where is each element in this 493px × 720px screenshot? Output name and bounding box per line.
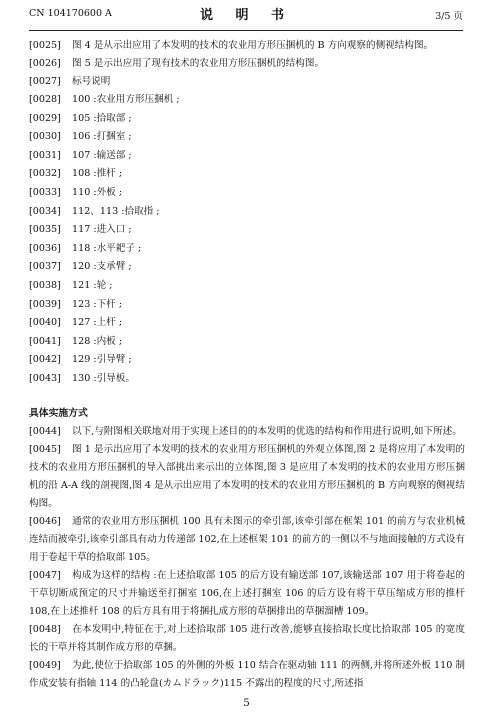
label-item — [29, 333, 465, 352]
paragraph-number: [0031] — [29, 149, 61, 161]
label-text: 123 :下杆 ; — [72, 298, 123, 310]
label-item — [29, 314, 465, 333]
paragraph-number: [0047] — [29, 569, 61, 581]
paragraph-number: [0029] — [29, 112, 61, 124]
label-text: 108 :推杆 ; — [72, 168, 123, 180]
paragraph-number: [0027] — [29, 76, 61, 87]
document-title: 说 明 书 — [199, 8, 294, 23]
label-text: 121 :轮 ; — [72, 279, 113, 291]
label-item — [29, 110, 465, 129]
paragraph-number: [0044] — [29, 425, 61, 437]
paragraph-number: [0028] — [29, 94, 61, 105]
page-number: 5 — [243, 698, 250, 709]
header-rule — [29, 30, 463, 31]
paragraph-text: 构成为这样的结构 :在上述拾取部 105 的后方设有输送部 107,该输送部 107 用于将卷起的干草切断成预定的尺寸并输送至打捆室 106,在上述打捆室 106 的后方设有将干草压缩成方形的推杆 108,在上述推杆 108 的后方具有用于将捆扎成方形的草捆排出的草捆溜槽 109。 — [29, 569, 465, 617]
paragraph-number: [0045] — [29, 443, 61, 455]
label-item — [29, 351, 465, 370]
patent-number: CN 104170600 A — [29, 8, 112, 19]
label-text: 112、113 :拾取指 ; — [72, 205, 160, 217]
label-item — [29, 296, 465, 315]
label-item — [29, 221, 465, 240]
paragraph-number: [0042] — [29, 354, 61, 366]
label-item — [29, 128, 465, 147]
label-item — [29, 240, 465, 259]
label-text: 129 :引导臂 ; — [72, 354, 132, 366]
label-item — [29, 184, 465, 203]
paragraph — [29, 441, 465, 513]
paragraph — [29, 37, 465, 55]
paragraph — [29, 423, 465, 441]
label-text: 110 :外板 ; — [72, 186, 123, 198]
label-item — [29, 258, 465, 277]
paragraph — [29, 55, 465, 73]
paragraph — [29, 657, 465, 693]
label-item — [29, 147, 465, 166]
label-text: 100 :农业用方形压捆机 ; — [72, 94, 180, 105]
label-text: 128 :内板 ; — [72, 335, 123, 347]
label-item — [29, 370, 465, 389]
label-item — [29, 91, 465, 110]
paragraph-text: 为此,使位于拾取部 105 的外侧的外板 110 结合在驱动轴 111 的两侧,并将所述外板 110 制作成安装有指轴 114 的凸轮盘(カムドラック)115 不露出的程度的尺寸,所述指 — [29, 659, 465, 689]
paragraph-number: [0046] — [29, 515, 61, 527]
paragraph-text: 图 5 是示出应用了现有技术的农业用方形压捆机的结构图。 — [72, 58, 325, 69]
paragraph-text: 通常的农业用方形压捆机 100 具有未图示的牵引部,该牵引部在框架 101 的前方与农业机械连结而被牵引,该牵引部具有动力传递部 102,在上述框架 101 的前方的一侧以不与地面接触的方式设有用于卷起干草的拾取部 105。 — [29, 515, 465, 563]
paragraph-number: [0049] — [29, 659, 61, 671]
page-indicator: 3/5 页 — [435, 11, 463, 22]
paragraph-text: 图 1 是示出应用了本发明的技术的农业用方形压捆机的外观立体图,图 2 是将应用了本发明的技术的农业用方形压捆机的导入部挑出来示出的立体图,图 3 是应用了本发明的技术的农业用方形压捆机的沿 A-A 线的剖视图,图 4 是从示出应用了本发明的技术的农业用方形压捆机的 B 方向观察的侧视结构图。 — [29, 443, 465, 509]
label-text: 118 :水平耙子 ; — [72, 242, 142, 254]
paragraph-number: [0040] — [29, 317, 61, 329]
paragraph — [29, 567, 465, 621]
label-item — [29, 277, 465, 296]
paragraph-number: [0035] — [29, 224, 61, 236]
paragraph — [29, 513, 465, 567]
paragraph-number: [0030] — [29, 131, 61, 143]
label-text: 106 :打捆室 ; — [72, 131, 132, 143]
label-text: 130 :引导板。 — [72, 372, 135, 384]
paragraph-number: [0048] — [29, 623, 61, 635]
label-item — [29, 165, 465, 184]
paragraph — [29, 73, 465, 91]
label-text: 107 :输送部 ; — [72, 149, 132, 161]
label-item — [29, 203, 465, 222]
document-body — [29, 37, 465, 693]
paragraph-number: [0041] — [29, 335, 61, 347]
paragraph-number: [0026] — [29, 58, 61, 69]
paragraph-number: [0037] — [29, 261, 61, 273]
paragraph-number: [0038] — [29, 279, 61, 291]
reference-label-list — [29, 91, 465, 389]
paragraph-text: 以下,与附图相关联地对用于实现上述目的的本发明的优选的结构和作用进行说明,如下所述。 — [72, 425, 462, 437]
paragraph-number: [0039] — [29, 298, 61, 310]
section-heading: 具体实施方式 — [29, 407, 88, 419]
paragraph-text: 标号说明 — [72, 76, 111, 87]
paragraph-number: [0043] — [29, 372, 61, 384]
paragraph-number: [0032] — [29, 168, 61, 180]
paragraph-text: 在本发明中,特征在于,对上述拾取部 105 进行改善,能够直接拾取长度比拾取部 105 的宽度长的干草并将其制作成方形的草捆。 — [29, 623, 465, 653]
paragraph-number: [0025] — [29, 40, 61, 51]
label-text: 117 :进入口 ; — [72, 224, 132, 236]
label-text: 127 :上杆 ; — [72, 317, 123, 329]
paragraph — [29, 621, 465, 657]
paragraph-number: [0036] — [29, 242, 61, 254]
label-text: 120 :支承臂 ; — [72, 261, 132, 273]
paragraph-text: 图 4 是从示出应用了本发明的技术的农业用方形压捆机的 B 方向观察的侧视结构图。 — [72, 40, 434, 51]
paragraph-number: [0034] — [29, 205, 61, 217]
label-text: 105 :拾取部 ; — [72, 112, 132, 124]
paragraph-number: [0033] — [29, 186, 61, 198]
